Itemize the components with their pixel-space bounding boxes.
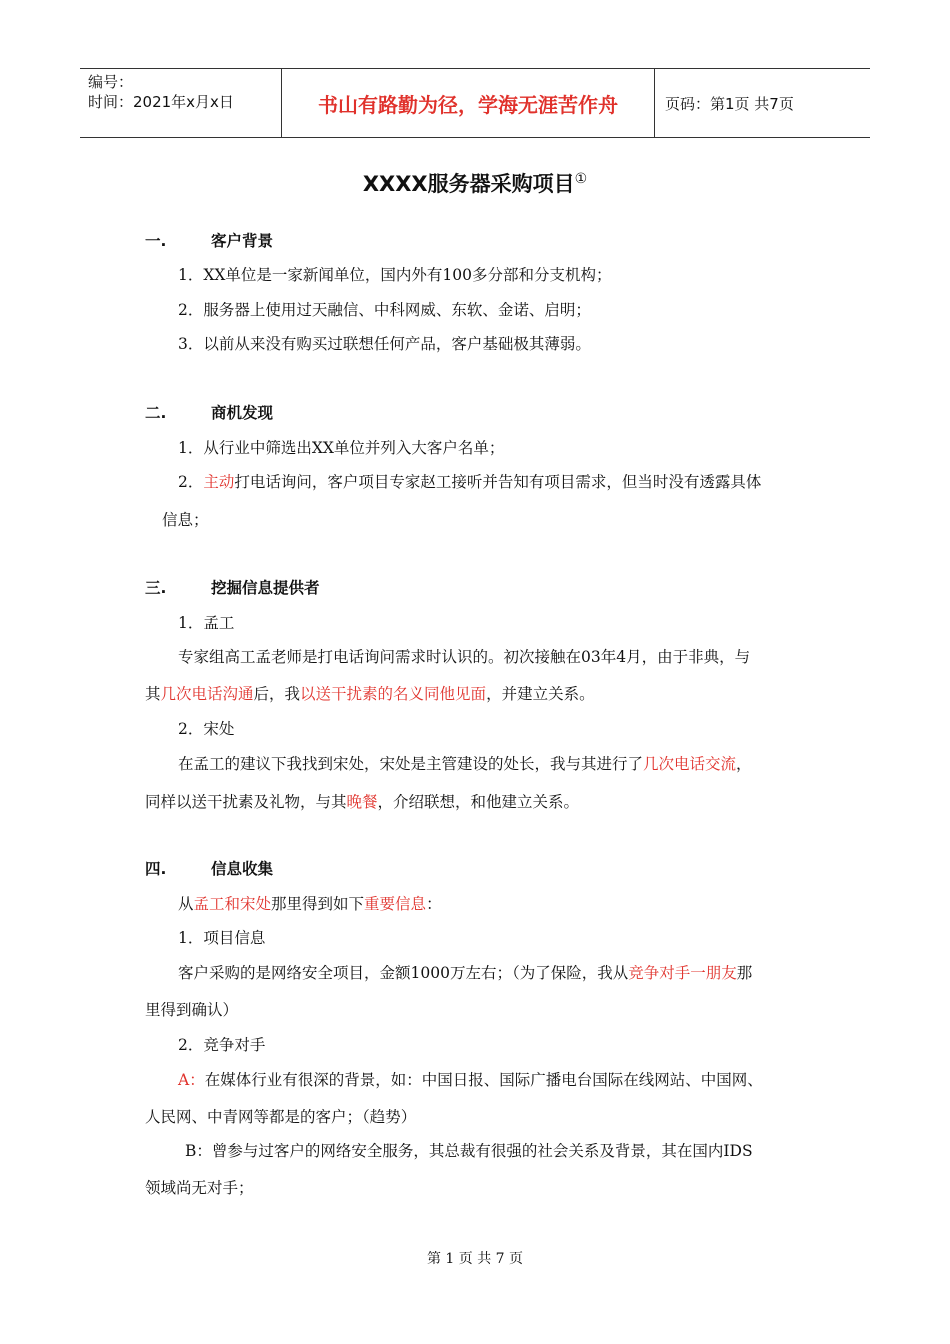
paragraph-line: 2．服务器上使用过天融信、中科网威、东软、金诺、启明；	[178, 301, 591, 319]
paragraph-line	[178, 470, 950, 492]
text: ，并建立关系。	[486, 685, 595, 703]
text: ，介绍联想，和他建立关系。	[377, 793, 580, 811]
text: 打电话询问，客户项目专家赵工接听并告知有项目需求，但当时没有透露具体	[234, 473, 762, 491]
subheading: 1．孟工	[178, 614, 235, 632]
text: ，	[736, 755, 752, 773]
paragraph-line	[178, 892, 950, 914]
section-title: 客户背景	[211, 232, 274, 250]
paragraph-line: 1．XX单位是一家新闻单位，国内外有100多分部和分支机构；	[178, 266, 612, 284]
paragraph-line: 专家组高工孟老师是打电话询问需求时认识的。初次接触在03年4月，由于非典，与	[178, 648, 751, 666]
highlight-text: 晚餐	[346, 793, 378, 811]
highlight-text: 竞争对手一朋友	[628, 964, 737, 982]
text: 在媒体行业有很深的背景，如：中国日报、国际广播电台国际在线网站、中国网、	[204, 1071, 763, 1089]
subheading: 1．项目信息	[178, 929, 266, 947]
section-title: 信息收集	[211, 860, 274, 878]
header-meta-cell	[80, 69, 281, 137]
highlight-text: 几次电话交流	[643, 755, 737, 773]
section-number: 三.	[145, 579, 167, 597]
text: 客户采购的是网络安全项目，金额1000万左右；（为了保险，我从	[178, 964, 629, 982]
text: 那	[736, 964, 753, 982]
paragraph-line	[178, 752, 950, 774]
text: 2．	[178, 473, 204, 491]
text: 在孟工的建议下我找到宋处，宋处是主管建设的处长，我与其进行了	[178, 755, 644, 773]
page-footer: 第 1 页 共 7 页	[426, 1251, 524, 1267]
highlight-text: 主动	[203, 473, 235, 491]
title-footnote-mark: ①	[574, 171, 588, 187]
header-table	[80, 68, 870, 138]
paragraph-line: 信息；	[162, 511, 209, 529]
subheading: 2．宋处	[178, 720, 235, 738]
paragraph-line	[178, 961, 950, 983]
title-text: XXXX服务器采购项目	[362, 172, 575, 196]
highlight-text: 几次电话沟通	[160, 685, 254, 703]
header-motto: 书山有路勤为径，学海无涯苦作舟	[281, 69, 655, 137]
highlight-text: 以送干扰素的名义同他见面	[300, 685, 487, 703]
section-title: 商机发现	[211, 404, 274, 422]
text: ：	[426, 895, 442, 913]
section-number: 四.	[145, 860, 167, 878]
paragraph-line: 人民网、中青网等都是的客户；（趋势）	[145, 1108, 417, 1126]
paragraph-line: 里得到确认）	[145, 1001, 239, 1019]
highlight-text: A：	[178, 1071, 205, 1089]
section-number: 二.	[145, 404, 167, 422]
text: 从	[178, 895, 194, 913]
paragraph-line	[145, 790, 950, 812]
highlight-text: 孟工和宋处	[193, 895, 272, 913]
paragraph-line: 3．以前从来没有购买过联想任何产品，客户基础极其薄弱。	[178, 335, 591, 353]
paragraph-line	[145, 682, 950, 704]
paragraph-line	[178, 1068, 950, 1090]
text: 后，我	[253, 685, 301, 703]
paragraph-line: 1．从行业中筛选出XX单位并列入大客户名单；	[178, 439, 505, 457]
header-page-label: 页码：第1页 共7页	[665, 94, 794, 113]
text: 那里得到如下	[271, 895, 365, 913]
text: 其	[145, 685, 161, 703]
subheading: 2．竞争对手	[178, 1036, 266, 1054]
number-label: 编号：	[88, 73, 134, 91]
highlight-text: 重要信息	[364, 895, 427, 913]
text: 同样以送干扰素及礼物，与其	[145, 793, 347, 811]
paragraph-line: 领域尚无对手；	[145, 1179, 254, 1197]
paragraph-line: B：曾参与过客户的网络安全服务，其总裁有很强的社会关系及背景，其在国内IDS	[185, 1142, 753, 1160]
section-number: 一.	[145, 232, 167, 250]
section-title: 挖掘信息提供者	[211, 579, 320, 597]
time-label: 时间：2021年x月x日	[88, 93, 234, 111]
document-title	[0, 168, 950, 198]
